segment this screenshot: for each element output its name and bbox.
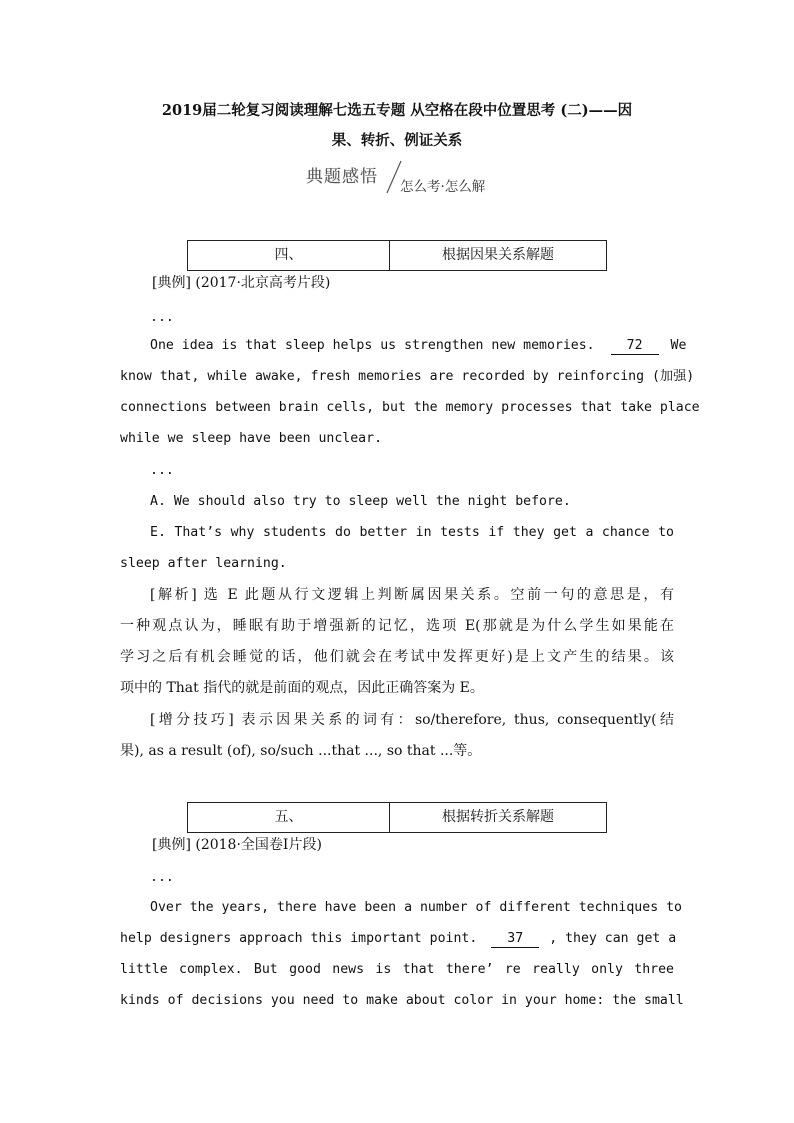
analysis-line-4: 项中的 That 指代的就是前面的观点，因此正确答案为 E。 — [120, 680, 484, 696]
section-5-para-line-1: Over the years, there have been a number of different techniques to — [150, 900, 682, 915]
banner-subtitle: 怎么考·怎么解 — [400, 179, 486, 195]
section-5-para-line-2 — [120, 929, 677, 949]
title-line-1: 2019届二轮复习阅读理解七选五专题 从空格在段中位置思考 (二)——因 — [161, 102, 633, 119]
analysis-line-1: [解析] 选 E 此题从行文逻辑上判断属因果关系。空前一句的意思是，有 — [150, 587, 674, 603]
analysis-line-2: 一种观点认为，睡眠有助于增强新的记忆，选项 E(那就是为什么学生如果能在 — [120, 618, 674, 634]
option-a: A. We should also try to sleep well the night before. — [150, 494, 571, 509]
banner-main-text: 典题感悟 — [306, 167, 378, 187]
section-4-number: 四、 — [188, 241, 390, 270]
section-4-para-line-4: while we sleep have been unclear. — [120, 431, 383, 446]
para-text: One idea is that sleep helps us strengthen new memories. — [150, 338, 595, 353]
section-4-header-table — [187, 240, 607, 271]
answer-blank-37: 37 — [491, 931, 539, 948]
section-4-example-label: [典例] (2017·北京高考片段) — [152, 275, 331, 291]
para-text: help designers approach this important point. — [120, 931, 478, 946]
section-5-header-table — [187, 802, 607, 833]
section-4-para-line-3: connections between brain cells, but the memory processes that take place — [120, 400, 700, 415]
para-text: , they can get a — [549, 931, 677, 946]
option-e-line-1: E. That’s why students do better in tests if they get a chance to — [150, 525, 674, 540]
section-4-heading: 根据因果关系解题 — [442, 247, 554, 263]
section-5-example-label: [典例] (2018·全国卷Ⅰ片段) — [152, 837, 322, 853]
section-5-para-line-3: little complex. But good news is that there’ re really only three — [120, 962, 674, 977]
section-5-ellipsis-1: ... — [150, 870, 174, 885]
section-4-ellipsis-1: ... — [150, 310, 174, 325]
section-4-para-line-1 — [150, 336, 687, 356]
section-5-heading: 根据转折关系解题 — [442, 809, 554, 825]
para-text: We — [670, 338, 687, 353]
tip-line-1: [增分技巧] 表示因果关系的词有：so/therefore, thus, consequently(结 — [150, 712, 674, 728]
section-5-number: 五、 — [188, 803, 390, 832]
option-e-line-2: sleep after learning. — [120, 556, 287, 571]
section-4-ellipsis-2: ... — [150, 463, 174, 478]
analysis-line-3: 学习之后有机会睡觉的话，他们就会在考试中发挥更好)是上文产生的结果。该 — [120, 649, 674, 665]
section-5-para-line-4: kinds of decisions you need to make about color in your home: the small — [120, 993, 684, 1008]
section-banner — [300, 160, 530, 198]
title-line-2: 果、转折、例证关系 — [331, 132, 463, 149]
answer-blank-72: 72 — [611, 338, 659, 355]
tip-line-2: 果), as a result (of), so/such ...that ..., so that ...等。 — [120, 743, 482, 759]
document-title — [120, 96, 674, 156]
section-4-para-line-2: know that, while awake, fresh memories are recorded by reinforcing (加强) — [120, 369, 695, 384]
